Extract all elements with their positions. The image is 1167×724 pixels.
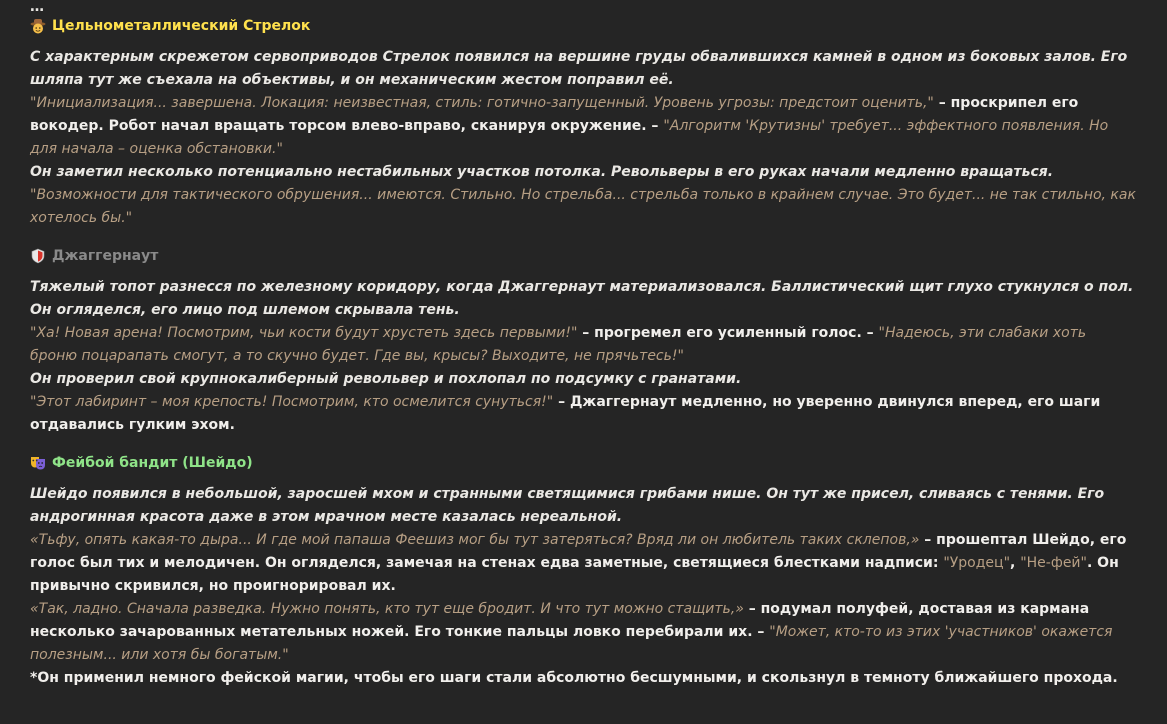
graffiti-word: "Не-фей" xyxy=(1020,555,1087,571)
dialogue-paragraph xyxy=(30,322,1137,368)
speech-text: «Так, ладно. Сначала разведка. Нужно понять, кто тут еще бродит. И что тут можно стащить,» xyxy=(30,601,744,617)
speech-text: "Надеюсь, эти слабаки хоть броню поцарапать смогут, а то скучно будет. Где вы, крысы? Выходите, не прячьтесь!" xyxy=(30,325,1087,364)
dialogue-paragraph xyxy=(30,391,1137,437)
narrative-text: Он заметил несколько потенциально нестабильных участков потолка. Револьверы в его руках начали медленно вращаться. xyxy=(30,164,1054,180)
character-header xyxy=(30,449,1137,477)
action-text: – Джаггернаут медленно, но уверенно двинулся вперед, его шаги отдавались гулким эхом. xyxy=(30,394,1101,433)
narrative-text: С характерным скрежетом сервоприводов Стрелок появился на вершине груды обвалившихся камней в одном из боковых залов. Его шляпа тут же съехала на объективы, и он механическим жестом поправил её. xyxy=(30,49,1128,88)
character-section-juggernaut xyxy=(30,242,1137,437)
speech-text: "Этот лабиринт – моя крепость! Посмотрим, кто осмелится сунуться!" xyxy=(30,394,554,410)
speech-text: "Может, кто-то из этих 'участников' окажется полезным... или хотя бы богатым." xyxy=(30,624,1113,663)
character-section-gunslinger xyxy=(30,12,1137,230)
dialogue-paragraph xyxy=(30,598,1137,667)
cut-off-top-line: … xyxy=(30,0,44,15)
action-text: – подумал полуфей, доставая из кармана несколько зачарованных метательных ножей. Его тонкие пальцы ловко перебирали их. – xyxy=(30,601,1090,640)
performing-arts-icon xyxy=(30,455,46,471)
character-name: Фейбой бандит (Шейдо) xyxy=(52,454,253,471)
narrative-text: Шейдо появился в небольшой, заросшей мхом и странными светящимися грибами нише. Он тут же присел, сливаясь с тенями. Его андрогинная красота даже в этом мрачном месте казалась нереальной. xyxy=(30,486,1105,525)
speech-text: "Возможности для тактического обрушения... имеются. Стильно. Но стрельба... стрельба только в крайнем случае. Это будет... не так стильно, как хотелось бы." xyxy=(30,187,1136,226)
character-name: Цельнометаллический Стрелок xyxy=(52,17,311,34)
narrative-text: Он проверил свой крупнокалиберный револьвер и похлопал по подсумку с гранатами. xyxy=(30,371,742,387)
graffiti-word: "Уродец" xyxy=(943,555,1011,571)
character-section-shadow-bandit xyxy=(30,449,1137,690)
action-text: – прошептал Шейдо, его голос был тих и мелодичен. Он огляделся, замечая на стенах едва заметные, светящиеся блестками надписи: xyxy=(30,532,1127,571)
action-text: *Он применил немного фейской магии, чтобы его шаги стали абсолютно бесшумными, и скользнул в темноту ближайшего прохода. xyxy=(30,670,1118,686)
dialogue-paragraph xyxy=(30,529,1137,598)
action-text: – проскрипел его вокодер. Робот начал вращать торсом влево-вправо, сканируя окружение. – xyxy=(30,95,1079,134)
narrative-text: Тяжелый топот разнесся по железному коридору, когда Джаггернаут материализовался. Баллистический щит глухо стукнулся о пол. Он огляделся, его лицо под шлемом скрывала тень. xyxy=(30,279,1134,318)
action-text: . Он привычно скривился, но проигнорировал их. xyxy=(30,555,1119,594)
action-text: – прогремел его усиленный голос. – xyxy=(577,325,879,341)
speech-text: "Инициализация... завершена. Локация: неизвестная, стиль: готично-запущенный. Уровень угрозы: предстоит оценить," xyxy=(30,95,934,111)
character-header xyxy=(30,242,1137,270)
shield-icon xyxy=(30,248,46,264)
speech-text: «Тьфу, опять какая-то дыра... И где мой папаша Феешиз мог бы тут затеряться? Вряд ли он любитель таких склепов,» xyxy=(30,532,920,548)
speech-text: "Ха! Новая арена! Посмотрим, чьи кости будут хрустеть здесь первыми!" xyxy=(30,325,578,341)
character-header xyxy=(30,12,1137,40)
cowboy-hat-face-icon xyxy=(30,18,46,34)
character-name: Джаггернаут xyxy=(52,247,159,264)
separator-text: , xyxy=(1010,555,1021,571)
dialogue-paragraph xyxy=(30,92,1137,161)
speech-text: "Алгоритм 'Крутизны' требует... эффектного появления. Но для начала – оценка обстановки." xyxy=(30,118,1109,157)
